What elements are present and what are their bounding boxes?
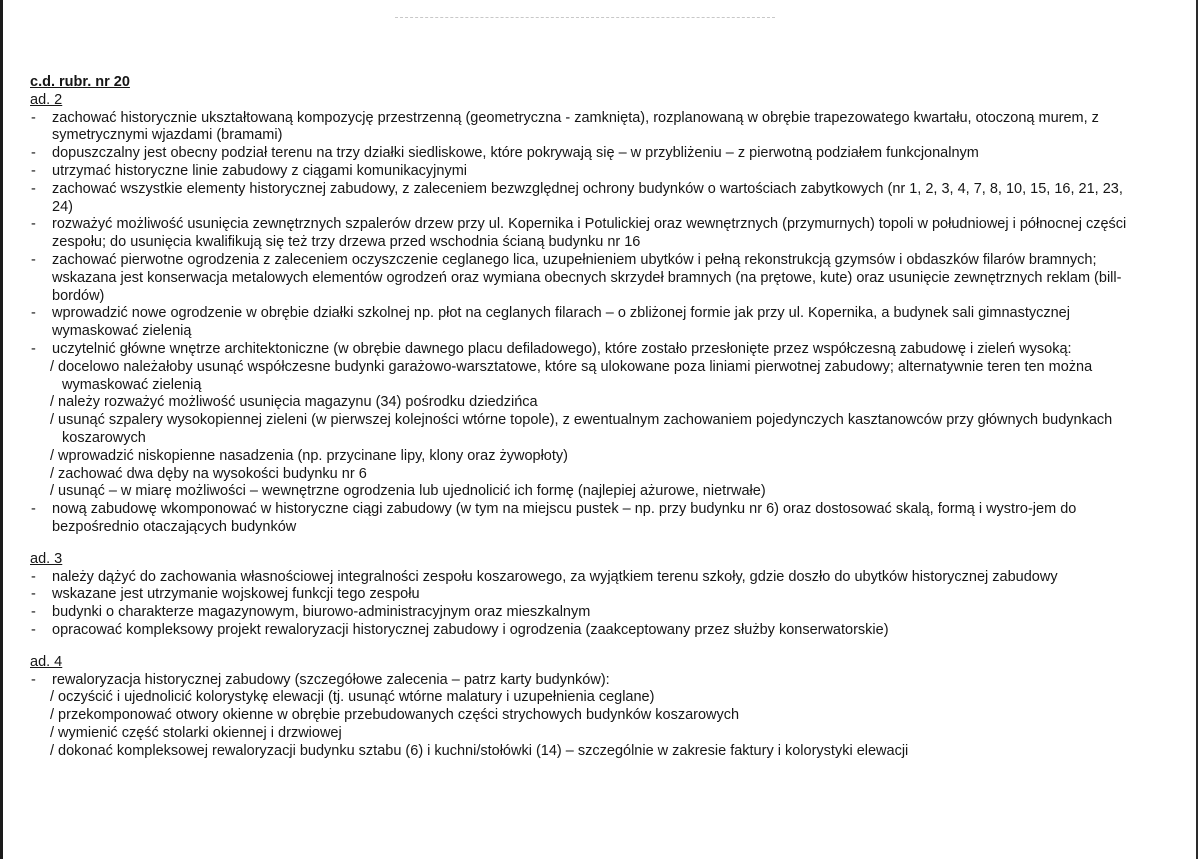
list-item: - wskazane jest utrzymanie wojskowej funkcji tego zespołu [30, 586, 1132, 604]
list-item: - dopuszczalny jest obecny podział terenu na trzy działki siedliskowe, które pokrywają się – w przybliżeniu – z pierwotną podziałem funkcjonalnym [30, 145, 1132, 163]
list-item: - utrzymać historyczne linie zabudowy z ciągami komunikacyjnymi [30, 163, 1132, 181]
list-item: - nową zabudowę wkomponować w historyczne ciągi zabudowy (w tym na miejscu pustek – np. przy budynku nr 6) oraz dostosować skalą, formą i wystro-jem do bezpośrednio otaczających budynków [30, 501, 1132, 537]
list-item: - uczytelnić główne wnętrze architektoniczne (w obrębie dawnego placu defiladowego), które zostało przesłonięte przez współczesną zabudowę i zieleń wysoką: [30, 341, 1132, 359]
list-item: - rozważyć możliwość usunięcia zewnętrznych szpalerów drzew przy ul. Kopernika i Potulickiej oraz wewnętrznych (przymurnych) topoli w południowej i północnej części zespołu; do usunięcia kwalifikują się też trzy drzewa przed wschodnia ścianą budynku nr 16 [30, 216, 1132, 252]
sub-list-item: / usunąć szpalery wysokopiennej zieleni (w pierwszej kolejności wtórne topole), z ewentualnym zachowaniem pojedynczych kasztanowców przy głównych budynkach koszarowych [50, 412, 1113, 446]
section-label: ad. 4 [30, 653, 63, 670]
scan-edge-left [0, 0, 3, 859]
section [30, 654, 1132, 761]
section-label: ad. 2 [30, 91, 63, 108]
section [30, 551, 1132, 640]
section-label: ad. 3 [30, 550, 63, 567]
list-item: - rewaloryzacja historycznej zabudowy (szczegółowe zalecenia – patrz karty budynków): [30, 672, 1132, 690]
list-item: - budynki o charakterze magazynowym, biurowo-administracyjnym oraz mieszkalnym [30, 604, 1132, 622]
sub-list-item: / przekomponować otwory okienne w obrębie przebudowanych części strychowych budynków koszarowych [50, 707, 740, 724]
section [30, 92, 1132, 537]
sub-list-item: / wymienić część stolarki okiennej i drzwiowej [50, 724, 342, 741]
sub-list-item: / usunąć – w miarę możliwości – wewnętrzne ogrodzenia lub ujednolicić ich formę (najlepiej ażurowe, nietrwałe) [50, 483, 766, 500]
document-body [30, 74, 1132, 760]
sub-list-item: / należy rozważyć możliwość usunięcia magazynu (34) pośrodku dziedzińca [50, 394, 538, 411]
list-item: - należy dążyć do zachowania własnościowej integralności zespołu koszarowego, za wyjątkiem terenu szkoły, gdzie doszło do ubytków historycznej zabudowy [30, 569, 1132, 587]
list-item: - zachować wszystkie elementy historycznej zabudowy, z zaleceniem bezwzględnej ochrony budynków o wartościach zabytkowych (nr 1, 2, 3, 4, 7, 8, 10, 15, 16, 21, 23, 24) [30, 181, 1132, 217]
sub-list-item: / wprowadzić niskopienne nasadzenia (np. przycinane lipy, klony oraz żywopłoty) [50, 447, 568, 464]
list-item: - zachować pierwotne ogrodzenia z zaleceniem oczyszczenie ceglanego lica, uzupełnieniem ubytków i pełną rekonstrukcją gzymsów i obdaszków filarów bramnych; wskazana jest konserwacja metalowych elementów ogrodzeń oraz wymiana obecnych skrzydeł bramnych (na prętowe, kute) oraz usunięcie zewnętrznych reklam (bill-bordów) [30, 252, 1132, 305]
list-item: - opracować kompleksowy projekt rewaloryzacji historycznej zabudowy i ogrodzenia (zaakceptowany przez służby konserwatorskie) [30, 622, 1132, 640]
sub-list-item: / docelowo należałoby usunąć współczesne budynki garażowo-warsztatowe, które są ulokowane poza liniami pierwotnej zabudowy; alternatywnie teren ten można wymaskować zielenią [50, 358, 1093, 393]
scan-edge-top [395, 17, 775, 18]
list-item: - zachować historycznie ukształtowaną kompozycję przestrzenną (geometryczna - zamknięta), rozplanowaną w obrębie trapezowatego kwartału, otoczoną murem, z symetrycznymi wjazdami (bramami) [30, 110, 1132, 146]
list-item: - wprowadzić nowe ogrodzenie w obrębie działki szkolnej np. płot na ceglanych filarach – o zbliżonej formie jak przy ul. Kopernika, a budynek sali gimnastycznej wymaskować zielenią [30, 305, 1132, 341]
sub-list-item: / zachować dwa dęby na wysokości budynku nr 6 [50, 465, 367, 482]
sub-list-item: / oczyścić i ujednolicić kolorystykę elewacji (tj. usunąć wtórne malatury i uzupełnienia ceglane) [50, 689, 655, 706]
sub-list-item: / dokonać kompleksowej rewaloryzacji budynku sztabu (6) i kuchni/stołówki (14) – szczególnie w zakresie faktury i kolorystyki elewacji [50, 742, 909, 759]
document-heading: c.d. rubr. nr 20 [30, 74, 130, 90]
document-sections [30, 92, 1132, 761]
